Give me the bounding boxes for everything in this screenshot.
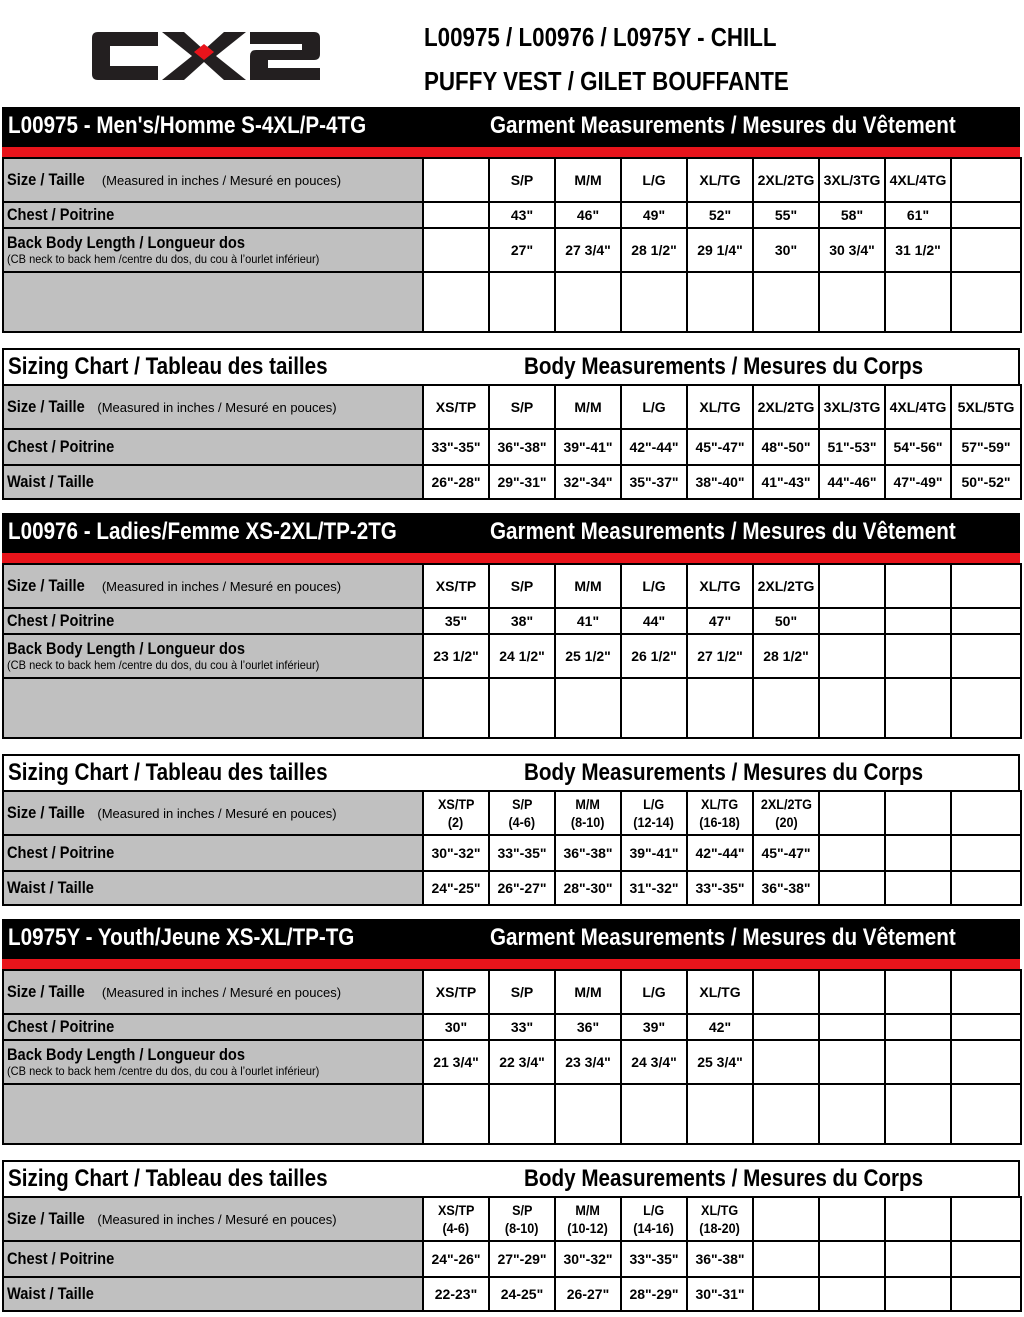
size-cell: XS/TP (4-6) [423, 1197, 489, 1241]
waist-cell: 32"-34" [555, 465, 621, 499]
chest-cell: 36" [555, 1014, 621, 1040]
chest-label-cell: Chest / Poitrine [3, 202, 423, 228]
chest-label-cell: Chest / Poitrine [3, 1241, 423, 1277]
waist-cell: 22-23" [423, 1277, 489, 1311]
back-length-label-cell: Back Body Length / Longueur dos (CB neck to back hem /centre du dos, du cou à l’ourlet inférieur) [3, 228, 423, 272]
empty-cell [819, 1084, 885, 1144]
chest-cell [753, 1014, 819, 1040]
waist-cell [819, 1277, 885, 1311]
size-cell [819, 1197, 885, 1241]
mens-body-section [2, 348, 1020, 502]
waist-cell [819, 871, 885, 905]
size-cell: XL/TG [687, 970, 753, 1014]
table-row [3, 1277, 1021, 1311]
chest-cell: 44" [621, 608, 687, 634]
mens-title-bar [2, 107, 1020, 147]
back-length-cell [819, 634, 885, 678]
chest-cell: 42"-44" [687, 835, 753, 871]
mens-garment-section [2, 107, 1020, 337]
back-length-cell: 31 1/2" [885, 228, 951, 272]
size-cell: 2XL/2TG [753, 385, 819, 429]
body-measurements-title: Body Measurements / Mesures du Corps [524, 759, 924, 786]
chest-cell [885, 608, 951, 634]
cx2-logo [88, 28, 324, 84]
size-cell: M/M (8-10) [555, 791, 621, 835]
youth-body-section [2, 1160, 1020, 1314]
youth-garment-table [2, 969, 1022, 1145]
chest-label-cell: Chest / Poitrine [3, 1014, 423, 1040]
table-row [3, 1040, 1021, 1084]
table-row [3, 634, 1021, 678]
size-cell: 2XL/2TG [753, 158, 819, 202]
back-length-cell: 30 3/4" [819, 228, 885, 272]
table-row [3, 465, 1021, 499]
size-cell [885, 564, 951, 608]
chest-cell [819, 1014, 885, 1040]
size-cell [951, 158, 1021, 202]
size-cell: M/M [555, 564, 621, 608]
chest-cell: 36"-38" [555, 835, 621, 871]
back-length-cell: 24 3/4" [621, 1040, 687, 1084]
empty-label-cell [3, 1084, 423, 1144]
size-cell: S/P (4-6) [489, 791, 555, 835]
youth-garment-heading: Garment Measurements / Mesures du Vêtement [490, 924, 956, 951]
size-cell: M/M (10-12) [555, 1197, 621, 1241]
size-cell: XL/TG [687, 158, 753, 202]
waist-cell: 28"-29" [621, 1277, 687, 1311]
chest-cell: 42" [687, 1014, 753, 1040]
size-label-cell: Size / Taille (Measured in inches / Mesuré en pouces) [3, 970, 423, 1014]
waist-cell: 26-27" [555, 1277, 621, 1311]
empty-cell [885, 1084, 951, 1144]
chest-cell [885, 1014, 951, 1040]
youth-title-bar [2, 919, 1020, 959]
size-cell: S/P [489, 564, 555, 608]
empty-cell [489, 272, 555, 332]
back-length-cell: 27" [489, 228, 555, 272]
table-row [3, 871, 1021, 905]
page-title-line2: PUFFY VEST / GILET BOUFFANTE [424, 66, 789, 96]
empty-cell [423, 678, 489, 738]
size-cell: XS/TP (2) [423, 791, 489, 835]
size-cell [753, 970, 819, 1014]
size-cell: L/G [621, 385, 687, 429]
waist-cell: 50"-52" [951, 465, 1021, 499]
ladies-garment-heading: Garment Measurements / Mesures du Vêtement [490, 518, 956, 545]
empty-cell [687, 272, 753, 332]
waist-label-cell: Waist / Taille [3, 871, 423, 905]
chest-cell: 41" [555, 608, 621, 634]
size-label-cell: Size / Taille (Measured in inches / Mesuré en pouces) [3, 158, 423, 202]
chest-cell [951, 608, 1021, 634]
chest-cell [951, 202, 1021, 228]
table-row [3, 1084, 1021, 1144]
chest-cell [951, 835, 1021, 871]
size-cell: 2XL/2TG (20) [753, 791, 819, 835]
chest-cell [819, 1241, 885, 1277]
back-length-cell [423, 228, 489, 272]
back-length-cell [885, 1040, 951, 1084]
chest-cell: 58" [819, 202, 885, 228]
size-cell [819, 791, 885, 835]
chest-cell: 30"-32" [423, 835, 489, 871]
back-length-cell: 23 3/4" [555, 1040, 621, 1084]
waist-cell [753, 1277, 819, 1311]
back-length-cell: 23 1/2" [423, 634, 489, 678]
ladies-title-bar [2, 513, 1020, 553]
chest-cell: 39"-41" [555, 429, 621, 465]
chest-cell [423, 202, 489, 228]
chest-cell: 39" [621, 1014, 687, 1040]
waist-cell [951, 1277, 1021, 1311]
empty-cell [753, 272, 819, 332]
empty-cell [885, 272, 951, 332]
empty-label-cell [3, 272, 423, 332]
youth-body-table [2, 1196, 1022, 1312]
empty-cell [885, 678, 951, 738]
chest-cell: 45"-47" [687, 429, 753, 465]
ladies-sizing-bar [2, 754, 1020, 790]
size-cell [753, 1197, 819, 1241]
size-cell [885, 1197, 951, 1241]
waist-cell: 35"-37" [621, 465, 687, 499]
size-cell: 5XL/5TG [951, 385, 1021, 429]
empty-cell [687, 1084, 753, 1144]
chest-cell: 54"-56" [885, 429, 951, 465]
size-cell: L/G [621, 970, 687, 1014]
sizing-chart-title: Sizing Chart / Tableau des tailles [8, 759, 328, 786]
youth-title: L0975Y - Youth/Jeune XS-XL/TP-TG [8, 924, 355, 951]
chest-cell: 33"-35" [489, 835, 555, 871]
chest-cell [885, 1241, 951, 1277]
empty-cell [951, 1084, 1021, 1144]
chest-cell: 30" [423, 1014, 489, 1040]
empty-cell [621, 1084, 687, 1144]
waist-cell: 38"-40" [687, 465, 753, 499]
size-cell: S/P [489, 385, 555, 429]
table-row [3, 1241, 1021, 1277]
back-length-label-cell: Back Body Length / Longueur dos (CB neck to back hem /centre du dos, du cou à l’ourlet inférieur) [3, 634, 423, 678]
chest-cell: 47" [687, 608, 753, 634]
chest-cell: 33" [489, 1014, 555, 1040]
size-cell: L/G [621, 158, 687, 202]
ladies-garment-section [2, 513, 1020, 743]
size-cell: M/M [555, 385, 621, 429]
body-measurements-title: Body Measurements / Mesures du Corps [524, 353, 924, 380]
chest-cell: 24"-26" [423, 1241, 489, 1277]
empty-cell [951, 272, 1021, 332]
empty-label-cell [3, 678, 423, 738]
empty-cell [489, 1084, 555, 1144]
size-cell: S/P [489, 158, 555, 202]
table-row [3, 429, 1021, 465]
back-length-cell [951, 634, 1021, 678]
waist-label-cell: Waist / Taille [3, 1277, 423, 1311]
table-row [3, 608, 1021, 634]
back-length-cell: 25 1/2" [555, 634, 621, 678]
chest-cell: 30"-32" [555, 1241, 621, 1277]
back-length-cell: 28 1/2" [753, 634, 819, 678]
size-label-cell: Size / Taille (Measured in inches / Mesuré en pouces) [3, 791, 423, 835]
chest-cell [951, 1241, 1021, 1277]
size-cell [951, 970, 1021, 1014]
empty-cell [555, 678, 621, 738]
back-length-cell [819, 1040, 885, 1084]
table-row [3, 564, 1021, 608]
chest-cell: 45"-47" [753, 835, 819, 871]
size-cell: XS/TP [423, 970, 489, 1014]
empty-cell [753, 678, 819, 738]
empty-cell [489, 678, 555, 738]
waist-cell: 31"-32" [621, 871, 687, 905]
size-cell: M/M [555, 970, 621, 1014]
size-cell [819, 564, 885, 608]
size-cell [885, 791, 951, 835]
chest-cell: 52" [687, 202, 753, 228]
empty-cell [555, 1084, 621, 1144]
waist-cell [885, 871, 951, 905]
chest-label-cell: Chest / Poitrine [3, 429, 423, 465]
chest-cell: 50" [753, 608, 819, 634]
chest-cell: 38" [489, 608, 555, 634]
chest-cell [819, 835, 885, 871]
waist-cell: 28"-30" [555, 871, 621, 905]
size-cell: 3XL/3TG [819, 158, 885, 202]
back-length-cell: 29 1/4" [687, 228, 753, 272]
mens-garment-table [2, 157, 1022, 333]
back-length-cell [951, 1040, 1021, 1084]
chest-label-cell: Chest / Poitrine [3, 608, 423, 634]
size-label-cell: Size / Taille (Measured in inches / Mesuré en pouces) [3, 564, 423, 608]
size-cell: S/P [489, 970, 555, 1014]
back-length-cell [951, 228, 1021, 272]
size-cell: XL/TG [687, 564, 753, 608]
size-cell: L/G (14-16) [621, 1197, 687, 1241]
chest-cell: 49" [621, 202, 687, 228]
size-cell [819, 970, 885, 1014]
back-length-cell: 24 1/2" [489, 634, 555, 678]
size-cell: XL/TG [687, 385, 753, 429]
ladies-body-section [2, 754, 1020, 908]
chest-cell [819, 608, 885, 634]
size-cell: 4XL/4TG [885, 385, 951, 429]
size-cell: XS/TP [423, 385, 489, 429]
empty-cell [423, 1084, 489, 1144]
empty-cell [819, 272, 885, 332]
chest-cell [753, 1241, 819, 1277]
waist-cell [951, 871, 1021, 905]
chest-label-cell: Chest / Poitrine [3, 835, 423, 871]
empty-cell [621, 678, 687, 738]
back-length-cell: 28 1/2" [621, 228, 687, 272]
chest-cell: 33"-35" [423, 429, 489, 465]
size-cell [885, 970, 951, 1014]
table-row [3, 678, 1021, 738]
table-row [3, 202, 1021, 228]
chest-cell: 61" [885, 202, 951, 228]
waist-cell: 47"-49" [885, 465, 951, 499]
waist-cell: 44"-46" [819, 465, 885, 499]
sizing-chart-title: Sizing Chart / Tableau des tailles [8, 1165, 328, 1192]
size-cell: S/P (8-10) [489, 1197, 555, 1241]
chest-cell: 27"-29" [489, 1241, 555, 1277]
mens-garment-heading: Garment Measurements / Mesures du Vêtement [490, 112, 956, 139]
table-row [3, 1197, 1021, 1241]
mens-title: L00975 - Men's/Homme S-4XL/P-4TG [8, 112, 367, 139]
table-row [3, 385, 1021, 429]
back-length-cell [885, 634, 951, 678]
size-cell: XS/TP [423, 564, 489, 608]
back-length-cell: 30" [753, 228, 819, 272]
back-length-cell: 27 1/2" [687, 634, 753, 678]
chest-cell: 57"-59" [951, 429, 1021, 465]
table-row [3, 835, 1021, 871]
table-row [3, 791, 1021, 835]
chest-cell: 33"-35" [621, 1241, 687, 1277]
page-header [0, 0, 1024, 106]
chest-cell [885, 835, 951, 871]
waist-cell: 24-25" [489, 1277, 555, 1311]
back-length-cell: 27 3/4" [555, 228, 621, 272]
chest-cell: 42"-44" [621, 429, 687, 465]
mens-body-table [2, 384, 1022, 500]
size-cell: M/M [555, 158, 621, 202]
youth-garment-section [2, 919, 1020, 1149]
size-cell: XL/TG (16-18) [687, 791, 753, 835]
back-length-cell: 21 3/4" [423, 1040, 489, 1084]
size-cell [951, 791, 1021, 835]
empty-cell [621, 272, 687, 332]
empty-cell [555, 272, 621, 332]
size-cell: L/G [621, 564, 687, 608]
table-row [3, 272, 1021, 332]
chest-cell: 48"-50" [753, 429, 819, 465]
table-row [3, 970, 1021, 1014]
waist-cell: 30"-31" [687, 1277, 753, 1311]
table-row [3, 228, 1021, 272]
empty-cell [423, 272, 489, 332]
mens-sizing-bar [2, 348, 1020, 384]
waist-cell: 36"-38" [753, 871, 819, 905]
table-row [3, 158, 1021, 202]
ladies-garment-table [2, 563, 1022, 739]
chest-cell: 51"-53" [819, 429, 885, 465]
waist-cell: 33"-35" [687, 871, 753, 905]
chest-cell: 55" [753, 202, 819, 228]
table-row [3, 1014, 1021, 1040]
chest-cell: 36"-38" [687, 1241, 753, 1277]
chest-cell: 35" [423, 608, 489, 634]
chest-cell: 46" [555, 202, 621, 228]
back-length-cell: 22 3/4" [489, 1040, 555, 1084]
waist-label-cell: Waist / Taille [3, 465, 423, 499]
size-cell: 4XL/4TG [885, 158, 951, 202]
size-cell [951, 564, 1021, 608]
waist-cell [885, 1277, 951, 1311]
page-title-line1: L00975 / L00976 / L0975Y - CHILL [424, 22, 777, 52]
waist-cell: 29"-31" [489, 465, 555, 499]
empty-cell [951, 678, 1021, 738]
sizing-chart-title: Sizing Chart / Tableau des tailles [8, 353, 328, 380]
back-length-label-cell: Back Body Length / Longueur dos (CB neck to back hem /centre du dos, du cou à l’ourlet inférieur) [3, 1040, 423, 1084]
waist-cell: 24"-25" [423, 871, 489, 905]
waist-cell: 26"-27" [489, 871, 555, 905]
chest-cell: 36"-38" [489, 429, 555, 465]
chest-cell: 43" [489, 202, 555, 228]
back-length-cell [753, 1040, 819, 1084]
back-length-cell: 25 3/4" [687, 1040, 753, 1084]
waist-cell: 26"-28" [423, 465, 489, 499]
size-cell: L/G (12-14) [621, 791, 687, 835]
ladies-body-table [2, 790, 1022, 906]
waist-cell: 41"-43" [753, 465, 819, 499]
youth-sizing-bar [2, 1160, 1020, 1196]
ladies-title: L00976 - Ladies/Femme XS-2XL/TP-2TG [8, 518, 397, 545]
size-label-cell: Size / Taille (Measured in inches / Mesuré en pouces) [3, 1197, 423, 1241]
chest-cell: 39"-41" [621, 835, 687, 871]
size-cell: XL/TG (18-20) [687, 1197, 753, 1241]
chest-cell [951, 1014, 1021, 1040]
size-cell: 2XL/2TG [753, 564, 819, 608]
size-cell: 3XL/3TG [819, 385, 885, 429]
back-length-cell: 26 1/2" [621, 634, 687, 678]
size-cell [951, 1197, 1021, 1241]
empty-cell [753, 1084, 819, 1144]
size-cell [423, 158, 489, 202]
size-label-cell: Size / Taille (Measured in inches / Mesuré en pouces) [3, 385, 423, 429]
empty-cell [687, 678, 753, 738]
body-measurements-title: Body Measurements / Mesures du Corps [524, 1165, 924, 1192]
empty-cell [819, 678, 885, 738]
